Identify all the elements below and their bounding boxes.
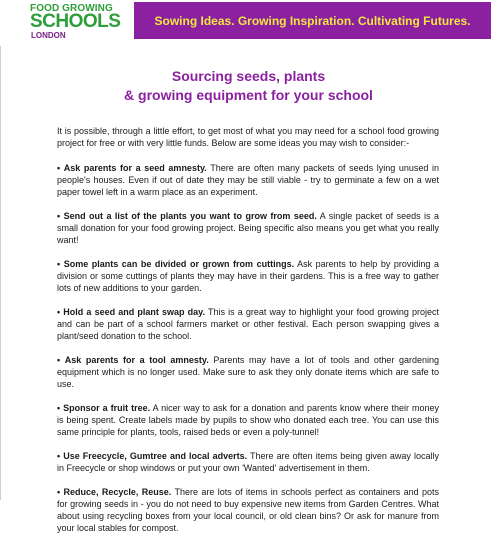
title-line-1: Sourcing seeds, plants bbox=[171, 68, 326, 84]
item-text: A single packet of seeds is a small donation for your food growing project. Being specific also means you get what you really want! bbox=[57, 211, 439, 245]
list-item bbox=[57, 450, 439, 474]
item-heading: Hold a seed and plant swap day. bbox=[63, 307, 205, 317]
item-text: A nicer way to ask for a donation and parents know where their money is being spent. Create labels made by pupils to show who donated each tree. You can use this same principle for plants, tools, raised beds or even a poly-tunnel! bbox=[57, 403, 439, 437]
item-heading: Ask parents for a tool amnesty. bbox=[64, 355, 209, 365]
tagline-banner bbox=[134, 2, 491, 39]
intro-paragraph: It is possible, through a little effort, to get most of what you may need for a school food growing project for free or with very little funds. Below are some ideas you may wish to consider:- bbox=[57, 126, 439, 148]
item-text: Parents may have a lot of tools and other gardening equipment which is no longer used. Make sure to ask they only donate items which are safe to use. bbox=[57, 355, 439, 389]
list-item bbox=[57, 354, 439, 390]
item-text: Ask parents to help by providing a division or some cuttings of plants they may have in their gardens. This is a free way to gather lots of new additions to your garden. bbox=[57, 259, 439, 293]
list-item bbox=[57, 402, 439, 438]
item-bullet: • bbox=[57, 451, 61, 461]
tagline-text: Sowing Ideas. Growing Inspiration. Cultivating Futures. bbox=[154, 13, 471, 28]
logo-line-2: SCHOOLS bbox=[30, 11, 121, 32]
list-item bbox=[57, 210, 439, 246]
item-text: This is a great way to highlight your food growing project and can be part of a school farmers market or other festival. Each person swapping gives a plant/seed donation to the school. bbox=[57, 307, 439, 341]
item-heading: Send out a list of the plants you want to grow from seed. bbox=[63, 211, 317, 221]
item-bullet: • bbox=[57, 211, 61, 221]
document-body bbox=[57, 125, 439, 546]
item-heading: Ask parents for a seed amnesty. bbox=[63, 163, 207, 173]
item-text: There are often many packets of seeds lying unused in people's houses. Even if out of date they may be still viable - try to germinate a few on a wet paper towel left in a warm place as an experiment. bbox=[57, 163, 439, 197]
item-heading: Some plants can be divided or grown from cuttings. bbox=[63, 259, 295, 269]
item-heading: Use Freecycle, Gumtree and local adverts. bbox=[63, 451, 248, 461]
item-text: There are often items being given away locally in Freecycle or shop windows or put your own 'Wanted' advertisement in them. bbox=[57, 451, 439, 473]
list-item bbox=[57, 162, 439, 198]
page-edge-divider bbox=[0, 46, 1, 500]
item-bullet: • bbox=[57, 307, 61, 317]
item-bullet: • bbox=[57, 259, 61, 269]
item-bullet: • bbox=[57, 403, 61, 413]
logo-line-3: LONDON bbox=[31, 31, 66, 40]
list-item bbox=[57, 306, 439, 342]
item-heading: Reduce, Recycle, Reuse. bbox=[63, 487, 172, 497]
item-bullet: • bbox=[57, 487, 61, 497]
logo-line-1: FOOD GROWING bbox=[30, 3, 113, 14]
list-item bbox=[57, 258, 439, 294]
list-item bbox=[57, 486, 439, 534]
page-title bbox=[0, 67, 497, 105]
food-growing-schools-logo bbox=[30, 3, 130, 43]
page-header bbox=[0, 0, 497, 42]
item-bullet: • bbox=[57, 355, 61, 365]
item-text: There are lots of items in schools perfect as containers and pots for growing seeds in - you do not need to buy expensive new items from Garden Centres. What about using recycling boxes from your local council, or old clean bins? Or ask for manure from your local stables for compost. bbox=[57, 487, 439, 533]
item-heading: Sponsor a fruit tree. bbox=[63, 403, 151, 413]
title-line-2: & growing equipment for your school bbox=[124, 87, 373, 103]
item-bullet: • bbox=[57, 163, 61, 173]
